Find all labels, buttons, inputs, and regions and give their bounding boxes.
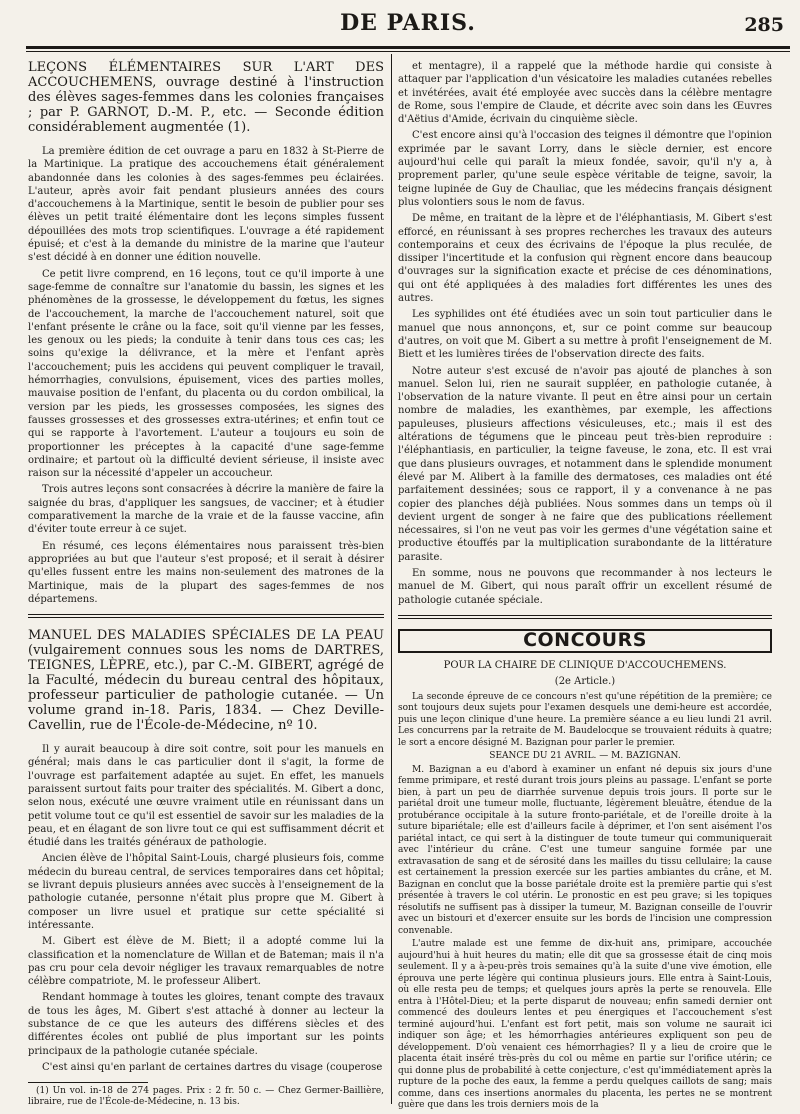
concours-subtitle: POUR LA CHAIRE DE CLINIQUE D'ACCOUCHEMENS. xyxy=(443,660,727,672)
concours-heading-box xyxy=(398,629,772,653)
article-paragraph: Rendant hommage à toutes les gloires, tenant compte des travaux de tous les âges, M. Gibert s'est attaché à donner au lecteur la substance de ce que les auteurs des différens siècles et des différentes écoles ont publié de plus important sur les points principaux de la pathologie cutanée spéciale. xyxy=(28,992,384,1057)
article-paragraph: Notre auteur s'est excusé de n'avoir pas ajouté de planches à son manuel. Selon lui, rien ne saurait suppléer, en pathologie cutanée, à l'observation de la nature vivante. Il peut en être ainsi pour un certain nombre de maladies, les exanthèmes, par exemple, les affections papuleuses, plusieurs affections vésiculeuses, etc.; mais il est des altérations de tégumens que le pinceau peut très-bien reproduire : l'éléphantiasis, en particulier, la teigne faveuse, le zona, etc. Il est vrai que dans plusieurs ouvrages, et notamment dans le splendide monument élevé par M. Alibert à la famille des dermatoses, ces maladies ont été parfaitement dessinées; sous ce rapport, il y a convenance à ne pas copier des planches déjà publiées. Nous sommes dans un temps où il devient urgent de songer à ne faire que des publications réellement nécessaires, si l'on ne veut pas voir les germes d'une végétation saine et productive étouffés par la multiplication surabondante de la littérature parasite. xyxy=(398,365,772,563)
left-column xyxy=(28,60,384,1108)
article-paragraph: M. Bazignan a eu d'abord à examiner un enfant né depuis six jours d'une femme primipare, et resté durant trois jours pleins au passage. L'enfant se porte bien, à part un peu de diarrhée survenue depuis trois jours. Il porte sur le pariétal droit une tumeur molle, fluctuante, légèrement bleuâtre, étendue de la protubérance occipitale à la suture fronto-pariétale, et de l'oreille droite à la suture bipariétale; elle est d'ailleurs facile à déprimer, et l'on sent aisément l'os pariétal intact, ce qui sert à la distinguer de toute tumeur qui communiquerait avec l'intérieur du crâne. C'est une tumeur sanguine formée par une extravasation de sang et de sérosité dans les mailles du tissu cellulaire; la cause est certainement la pression exercée sur les parties ambiantes du crâne, et M. Bazignan en conclut que la bosse pariétale droite est la première partie qui s'est présentée à travers le col utérin. Le pronostic en est peu grave; si les topiques résolutifs ne suffisent pas à dissiper la tumeur, M. Bazignan conseille de l'ouvrir avec un bistouri et d'exercer ensuite sur les bords de l'incision une compression convenable. xyxy=(398,764,772,936)
concours-article-number: (2e Article.) xyxy=(554,676,616,688)
footnote: (1) Un vol. in-18 de 274 pages. Prix : 2 fr. 50 c. — Chez Germer-Baillière, libraire, rue de l'École-de-Médecine, n. 13 bis. xyxy=(28,1086,384,1108)
footnote-rule xyxy=(28,1082,148,1083)
section-separator xyxy=(398,615,772,619)
article-paragraph: De même, en traitant de la lèpre et de l'éléphantiasis, M. Gibert s'est efforcé, en réunissant à ses propres recherches les travaux des auteurs contemporains et ceux des écrivains de l'époque la plus reculée, de dissiper l'incertitude et la confusion qui règnent encore dans beaucoup d'ouvrages sur la signification exacte et précise de ces dénominations, qui ont été appliquées à des maladies fort différentes les unes des autres. xyxy=(398,213,772,305)
article-paragraph: La seconde épreuve de ce concours n'est qu'une répétition de la première; ce sont toujours deux sujets pour l'examen desquels une demi-heure est accordée, puis une leçon clinique d'une heure. La première séance a eu lieu lundi 21 avril. Les concurrens par la retraite de M. Baudelocque se trouvaient réduits à quatre; le sort a encore désigné M. Bazignan pour parler le premier. xyxy=(398,691,772,748)
page-header xyxy=(26,10,790,46)
header-rule-thick xyxy=(26,46,790,49)
article-paragraph: Les syphilides ont été étudiées avec un soin tout particulier dans le manuel que nous annonçons, et, sur ce point comme sur beaucoup d'autres, on voit que M. Gibert a su mettre à profit l'enseignement de M. Biett et les lumières tirées de l'observation directe des faits. xyxy=(398,309,772,361)
article-separator xyxy=(28,614,384,618)
article-paragraph: C'est encore ainsi qu'à l'occasion des teignes il démontre que l'opinion exprimée par le savant Lorry, dans le siècle dernier, est encore aujourd'hui celle qui paraît la mieux fondée, savoir, qu'il n'y a, à proprement parler, qu'une seule espèce véritable de teigne, savoir, la teigne lupinée de Guy de Chauliac, que les médecins français désignent plus volontiers sous le nom de favus. xyxy=(398,130,772,208)
page-title: DE PARIS. xyxy=(340,10,476,36)
article-paragraph: Il y aurait beaucoup à dire soit contre, soit pour les manuels en général; mais dans le cas particulier dont il s'agit, la forme de l'ouvrage est parfaitement adaptée au sujet. En effet, les manuels paraissent surtout faits pour traiter des spécialités. M. Gibert a donc, selon nous, exécuté une œuvre vraiment utile en réunissant dans un petit volume tout ce qu'il est essentiel de savoir sur les maladies de la peau, et en élagant de son livre tout ce qui est suffisamment décrit et étudié dans les traités généraux de pathologie. xyxy=(28,744,384,849)
article-paragraph: et mentagre), il a rappelé que la méthode hardie qui consiste à attaquer par l'application d'un vésicatoire les maladies cutanées rebelles et invétérées, avait été employée avec succès dans la célèbre mentagre de Rome, sous l'empire de Claude, et décrite avec soin dans les Œuvres d'Aëtius d'Amide, écrivain du cinquième siècle. xyxy=(398,61,772,126)
article-paragraph: La première édition de cet ouvrage a paru en 1832 à St-Pierre de la Martinique. La pratique des accouchemens était généralement abandonnée dans les colonies à des sages-femmes peu éclairées. L'auteur, après avoir fait pendant plusieurs années des cours d'accouchemens à la Martinique, sentit le besoin de publier pour ses élèves un petit traité élémentaire dont les leçons simples fussent dépouillées des mots trop scientifiques. L'ouvrage a été rapidement épuisé; et c'est à la demande du ministre de la marine que l'auteur s'est décidé à en donner une édition nouvelle. xyxy=(28,146,384,264)
article-paragraph: Ce petit livre comprend, en 16 leçons, tout ce qu'il importe à une sage-femme de connaître sur l'anatomie du bassin, les signes et les phénomènes de la grossesse, le développement du fœtus, les signes de l'accouchement, la marche de l'accouchement naturel, soit que l'enfant présente le crâne ou la face, soit qu'il vienne par les fesses, les genoux ou les pieds; la conduite à tenir dans tous ces cas; les soins qu'exige la délivrance, et la mère et l'enfant après l'accouchement; puis les accidens qui peuvent compliquer le travail, hémorrhagies, convulsions, épuisement, vices des parties molles, mauvaise position de l'enfant, du placenta ou du cordon ombilical, la version par les pieds, les grossesses composées, les signes des fausses grossesses et des grossesses extra-utérines; et enfin tout ce qui se rapporte à l'avortement. L'auteur a toujours eu soin de proportionner les préceptes à la capacité d'une sage-femme ordinaire; et partout où la difficulté devient sérieuse, il insiste avec raison sur la nécessité d'appeler un accoucheur. xyxy=(28,268,384,480)
concours-body xyxy=(398,692,772,1112)
article-paragraph: En somme, nous ne pouvons que recommander à nos lecteurs le manuel de M. Gibert, qui nous paraît offrir un excellent résumé de pathologie cutanée spéciale. xyxy=(398,567,772,606)
article-paragraph: C'est ainsi qu'en parlant de certaines dartres du visage (couperose xyxy=(42,1061,383,1073)
page-number: 285 xyxy=(744,14,784,36)
article-title-manuel: MANUEL DES MALADIES SPÉCIALES DE LA PEAU (vulgairement connues sous les noms de DARTRES, TEIGNES, LÈPRE, etc.), par C.-M. GIBERT, agrégé de la Faculté, médecin du bureau central des hôpitaux, professeur particulier de pathologie cutanée. — Un volume grand in-18. Paris, 1834. — Chez Deville-Cavellin, rue de l'École-de-Médecine, nº 10. xyxy=(28,628,384,734)
article-paragraph: En résumé, ces leçons élémentaires nous paraissent très-bien appropriées au but que l'auteur s'est proposé; et il serait à désirer qu'elles fussent entre les mains non-seulement des matrones de la Martinique, mais de la plupart des sages-femmes de nos départemens. xyxy=(28,540,384,605)
right-column xyxy=(398,60,772,1114)
article-paragraph: L'autre malade est une femme de dix-huit ans, primipare, accouchée aujourd'hui à huit heures du matin; elle dit que sa grossesse était de cinq mois seulement. Il y a à-peu-près trois semaines qu'à la suite d'une vive émotion, elle éprouva une perte légère qui continua plusieurs jours. Elle entra à Saint-Louis, où elle resta peu de temps; et quelques jours après la perte se renouvela. Elle entra à l'Hôtel-Dieu; et la perte disparut de nouveau; enfin samedi dernier ont commencé des douleurs lentes et peu énergiques et l'accouchement s'est terminé aujourd'hui. L'enfant est fort petit, mais son volume ne saurait ici indiquer son âge; et les hémorrhagies antérieures expliquent son peu de développement. D'où venaient ces hémorrhagies? Il y a lieu de croire que le placenta était inséré très-près du col ou même en partie sur l'orifice utérin; ce qui donne plus de probabilité à cette conjecture, c'est qu'immédiatement après la rupture de la poche des eaux, la femme a perdu quelques caillots de sang; mais comme, dans ces insertions anormales du placenta, les pertes ne se montrent guère que dans les trois derniers mois de la xyxy=(398,939,772,1111)
article-paragraph: Ancien élève de l'hôpital Saint-Louis, chargé plusieurs fois, comme médecin du bureau central, de services temporaires dans cet hôpital; se livrant depuis plusieurs années avec succès à l'enseignement de la pathologie cutanée, personne n'était plus propre que M. Gibert à composer un livre usuel et pratique sur cette spécialité si intéressante. xyxy=(28,853,384,931)
article-paragraph: Trois autres leçons sont consacrées à décrire la manière de faire la saignée du bras, d'appliquer les sangsues, de vacciner; et à étudier comparativement la marche de la vraie et de la fausse vaccine, afin d'éviter toute erreur à ce sujet. xyxy=(28,484,384,536)
header-rule-thin xyxy=(26,51,790,52)
article-paragraph: M. Gibert est élève de M. Biett; il a adopté comme lui la classification et la nomenclature de Willan et de Bateman; mais il n'a pas cru pour cela devoir négliger les travaux remarquables de notre célèbre compatriote, M. le professeur Alibert. xyxy=(28,936,384,988)
concours-title: CONCOURS xyxy=(523,628,647,651)
article-title-lecons: LEÇONS ÉLÉMENTAIRES SUR L'ART DES ACCOUCHEMENS, ouvrage destiné à l'instruction des élèves sages-femmes dans les colonies françaises ; par P. GARNOT, D.-M. P., etc. — Seconde édition considérablement augmentée (1). xyxy=(28,60,384,135)
column-divider xyxy=(391,54,392,1104)
seance-heading: SEANCE DU 21 AVRIL. — M. BAZIGNAN. xyxy=(489,751,681,762)
